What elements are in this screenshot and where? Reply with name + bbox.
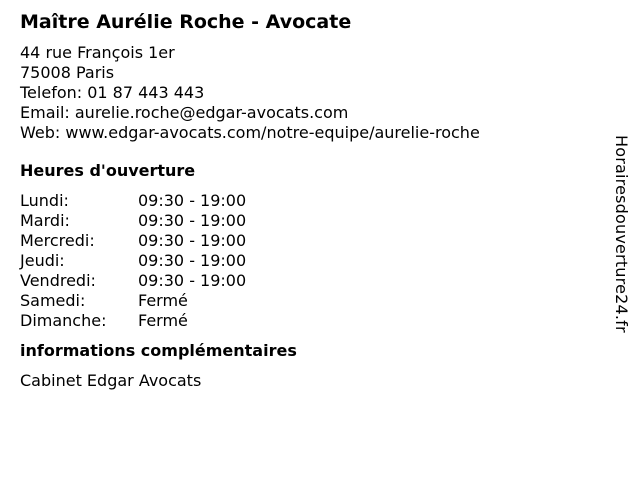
hours-row-vendredi <box>20 271 600 291</box>
hours-row-mardi <box>20 211 600 231</box>
email-address: Email: aurelie.roche@edgar-avocats.com <box>20 103 349 122</box>
hours-row-lundi <box>20 191 600 211</box>
hours-day-label: Vendredi: <box>20 271 96 290</box>
hours-time-value: 09:30 - 19:00 <box>138 211 247 230</box>
hours-time-value: 09:30 - 19:00 <box>138 231 247 250</box>
site-watermark <box>612 135 630 371</box>
site-watermark-text: Horairesdouverture24.fr <box>612 135 631 333</box>
hours-time-value: 09:30 - 19:00 <box>138 271 247 290</box>
opening-hours-list <box>20 191 600 331</box>
hours-time-value: 09:30 - 19:00 <box>138 191 247 210</box>
opening-hours-heading: Heures d'ouverture <box>20 161 196 180</box>
contact-block <box>20 43 600 143</box>
business-title: Maître Aurélie Roche - Avocate <box>20 11 352 33</box>
hours-day-label: Jeudi: <box>20 251 65 270</box>
hours-time-value: 09:30 - 19:00 <box>138 251 247 270</box>
hours-day-label: Samedi: <box>20 291 86 310</box>
hours-row-mercredi <box>20 231 600 251</box>
city-address: 75008 Paris <box>20 63 115 82</box>
hours-day-label: Mercredi: <box>20 231 95 250</box>
hours-day-label: Mardi: <box>20 211 70 230</box>
phone-number: Telefon: 01 87 443 443 <box>20 83 205 102</box>
hours-row-jeudi <box>20 251 600 271</box>
hours-time-value: Fermé <box>138 291 188 310</box>
hours-time-value: Fermé <box>138 311 188 330</box>
website-address: Web: www.edgar-avocats.com/notre-equipe/aurelie-roche <box>20 123 480 142</box>
additional-info-text: Cabinet Edgar Avocats <box>20 371 202 390</box>
additional-info-heading: informations complémentaires <box>20 341 297 360</box>
street-address: 44 rue François 1er <box>20 43 175 62</box>
hours-row-samedi <box>20 291 600 311</box>
hours-day-label: Lundi: <box>20 191 69 210</box>
business-card <box>20 10 600 391</box>
hours-row-dimanche <box>20 311 600 331</box>
hours-day-label: Dimanche: <box>20 311 107 330</box>
